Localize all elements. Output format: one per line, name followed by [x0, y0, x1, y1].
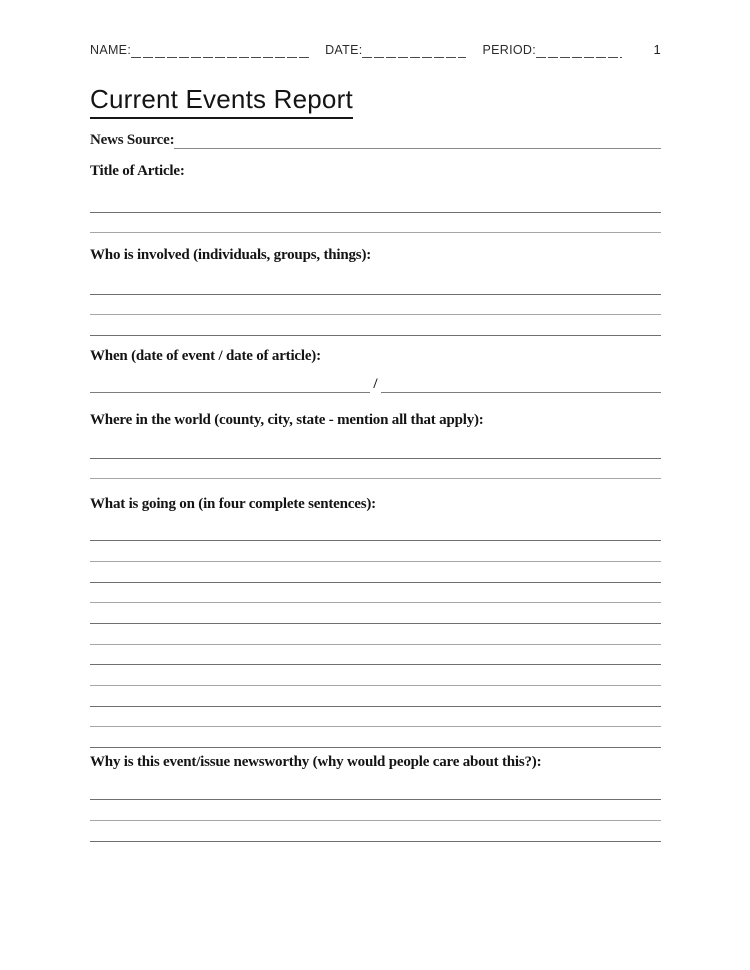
where-lines: [90, 438, 661, 479]
writing-line: [90, 624, 661, 645]
when-answer-row: [90, 373, 661, 393]
page-number: 1: [653, 42, 661, 57]
writing-line: [90, 707, 661, 728]
document-title: Current Events Report: [90, 84, 353, 119]
period-label: PERIOD:: [482, 43, 536, 57]
writing-line: [90, 438, 661, 459]
who-lines: [90, 274, 661, 336]
writing-line: [90, 583, 661, 604]
writing-line: [90, 213, 661, 234]
writing-line: [90, 459, 661, 480]
name-blank: [131, 43, 309, 58]
period-blank: [536, 43, 622, 58]
writing-line: [90, 295, 661, 316]
writing-line: [90, 645, 661, 666]
news-source-blank: [174, 132, 661, 149]
page-header: [90, 42, 661, 58]
writing-line: [90, 665, 661, 686]
when-heading: When (date of event / date of article):: [90, 348, 321, 364]
writing-line: [90, 727, 661, 748]
writing-line: [90, 521, 661, 542]
writing-line: [90, 541, 661, 562]
writing-line: [90, 686, 661, 707]
who-heading: Who is involved (individuals, groups, things):: [90, 247, 372, 263]
title-of-article-lines: [90, 192, 661, 233]
why-heading: Why is this event/issue newsworthy (why would people care about this?):: [90, 754, 542, 770]
news-source-row: [90, 132, 661, 149]
date-label: DATE:: [325, 43, 363, 57]
when-separator: /: [373, 375, 378, 392]
writing-line: [90, 603, 661, 624]
date-blank: [362, 43, 466, 58]
when-blank-left: [90, 372, 370, 393]
writing-line: [90, 562, 661, 583]
what-heading: What is going on (in four complete sentences):: [90, 496, 376, 512]
title-of-article-heading: Title of Article:: [90, 163, 185, 179]
name-label: NAME:: [90, 43, 132, 57]
writing-line: [90, 315, 661, 336]
writing-line: [90, 821, 661, 842]
writing-line: [90, 800, 661, 821]
when-blank-right: [381, 372, 661, 393]
news-source-label: News Source:: [90, 132, 175, 148]
what-lines: [90, 521, 661, 749]
where-heading: Where in the world (county, city, state - mention all that apply):: [90, 412, 484, 428]
writing-line: [90, 192, 661, 213]
writing-line: [90, 780, 661, 801]
why-lines: [90, 780, 661, 842]
writing-line: [90, 274, 661, 295]
